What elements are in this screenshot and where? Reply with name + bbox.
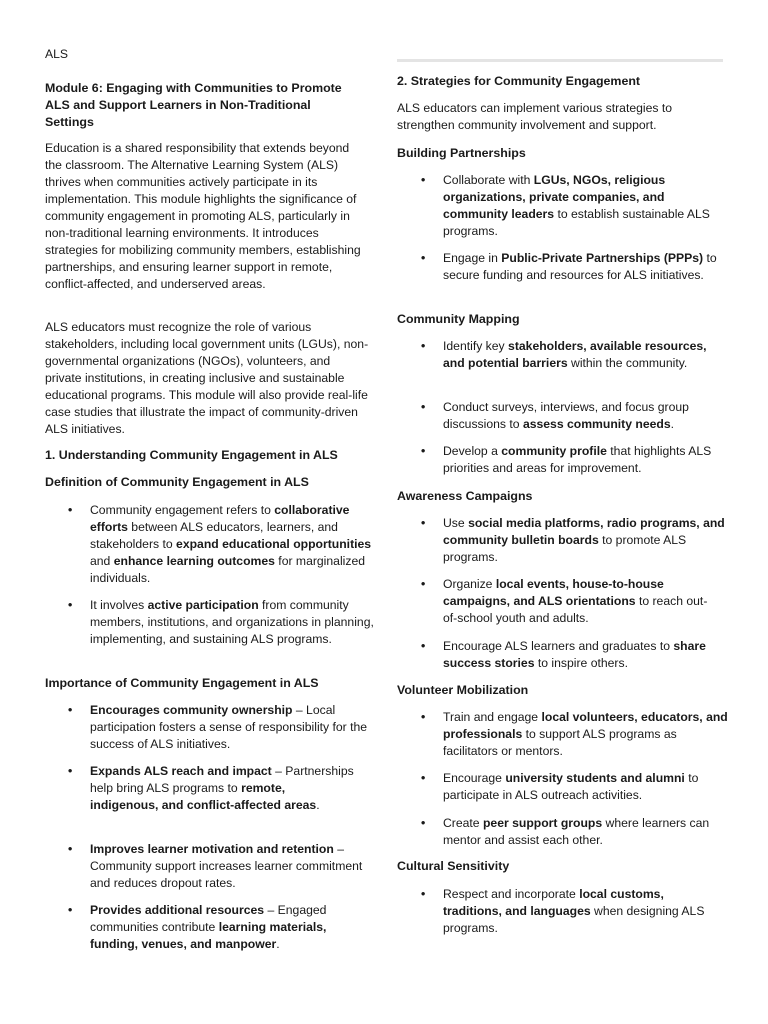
awareness-campaigns-bullet-1: • Use social media platforms, radio programs, and community bulletin boards to promote ALS programs. — [421, 516, 725, 564]
community-mapping-bullet-2: • Conduct surveys, interviews, and focus group discussions to assess community needs. — [421, 400, 689, 431]
importance-bullet-4: • Provides additional resources – Engaged communities contribute learning materials, funding, venues, and manpower. — [68, 903, 327, 951]
bullet-icon: • — [421, 577, 426, 591]
bullet-icon: • — [421, 251, 426, 265]
bullet-icon: • — [68, 842, 73, 856]
volunteer-mobilization-bullet-2: • Encourage university students and alumni to participate in ALS outreach activities. — [421, 771, 699, 802]
bullet-icon: • — [68, 903, 73, 917]
importance-heading: Importance of Community Engagement in ALS — [45, 676, 319, 690]
intro-paragraph-2: ALS educators must recognize the role of various stakeholders, including local government units (LGUs), non-governmental organizations (NGOs), volunteers, and private institutions, in creating inclusive and sustainable educational programs. This module will also provide real-life case studies that illustrate the impact of community-driven ALS initiatives. — [45, 320, 369, 436]
cultural-sensitivity-bullet-1: • Respect and incorporate local customs, traditions, and languages when designing ALS programs. — [421, 887, 705, 935]
bullet-icon: • — [68, 764, 73, 778]
section-2-intro: ALS educators can implement various strategies to strengthen community involvement and support. — [397, 101, 673, 132]
importance-bullet-1: • Encourages community ownership – Local participation fosters a sense of responsibility for the success of ALS initiatives. — [68, 703, 368, 751]
bullet-icon: • — [68, 503, 73, 517]
bullet-icon: • — [68, 703, 73, 717]
bullet-icon: • — [421, 173, 426, 187]
awareness-campaigns-bullet-3: • Encourage ALS learners and graduates to share success stories to inspire others. — [421, 639, 706, 670]
volunteer-mobilization-bullet-3: • Create peer support groups where learners can mentor and assist each other. — [421, 816, 710, 847]
section-1-heading: 1. Understanding Community Engagement in ALS — [45, 448, 338, 462]
bullet-icon: • — [421, 887, 426, 901]
building-partnerships-heading: Building Partnerships — [397, 146, 526, 160]
bullet-icon: • — [68, 598, 73, 612]
community-mapping-bullet-1: • Identify key stakeholders, available resources, and potential barriers within the community. — [421, 339, 707, 370]
building-partnerships-bullet-1: • Collaborate with LGUs, NGOs, religious organizations, private companies, and community leaders to establish sustainable ALS programs. — [421, 173, 710, 238]
section-2-heading: 2. Strategies for Community Engagement — [397, 74, 641, 88]
volunteer-mobilization-bullet-1: • Train and engage local volunteers, educators, and professionals to support ALS programs as facilitators or mentors. — [421, 710, 728, 758]
importance-bullet-3: • Improves learner motivation and retention – Community support increases learner commitment and reduces dropout rates. — [68, 842, 363, 890]
bullet-icon: • — [421, 816, 426, 830]
definition-bullet-1: • Community engagement refers to collaborative efforts between ALS educators, learners, and stakeholders to expand educational opportunities and enhance learning outcomes for marginalized individuals. — [68, 503, 372, 585]
bullet-icon: • — [421, 771, 426, 785]
doc-label: ALS — [45, 47, 69, 61]
bullet-icon: • — [421, 400, 426, 414]
community-mapping-bullet-3: • Develop a community profile that highlights ALS priorities and areas for improvement. — [421, 444, 712, 475]
importance-bullet-2: • Expands ALS reach and impact – Partnerships help bring ALS programs to remote, indigenous, and conflict-affected areas. — [68, 764, 354, 812]
community-mapping-heading: Community Mapping — [397, 312, 520, 326]
awareness-campaigns-heading: Awareness Campaigns — [397, 489, 533, 503]
awareness-campaigns-bullet-2: • Organize local events, house-to-house campaigns, and ALS orientations to reach out-of-school youth and adults. — [421, 577, 708, 625]
bullet-icon: • — [421, 339, 426, 353]
bullet-icon: • — [421, 710, 426, 724]
top-divider-rule — [397, 59, 723, 62]
definition-heading: Definition of Community Engagement in ALS — [45, 475, 309, 489]
intro-paragraph-1: Education is a shared responsibility that extends beyond the classroom. The Alternative Learning System (ALS) thrives when communities actively participate in its implementation. This module highlights the significance of community engagement in promoting ALS, particularly in non-traditional learning environments. It introduces strategies for mobilizing community members, establishing partnerships, and ensuring learner support in remote, conflict-affected, and underserved areas. — [45, 141, 361, 291]
bullet-icon: • — [421, 639, 426, 653]
bullet-icon: • — [421, 516, 426, 530]
definition-bullet-2: • It involves active participation from community members, institutions, and organizations in planning, implementing, and sustaining ALS programs. — [68, 598, 374, 646]
volunteer-mobilization-heading: Volunteer Mobilization — [397, 683, 529, 697]
cultural-sensitivity-heading: Cultural Sensitivity — [397, 859, 510, 873]
module-title: Module 6: Engaging with Communities to Promote ALS and Support Learners in Non-Traditional Settings — [45, 81, 342, 129]
bullet-icon: • — [421, 444, 426, 458]
building-partnerships-bullet-2: • Engage in Public-Private Partnerships (PPPs) to secure funding and resources for ALS initiatives. — [421, 251, 717, 282]
